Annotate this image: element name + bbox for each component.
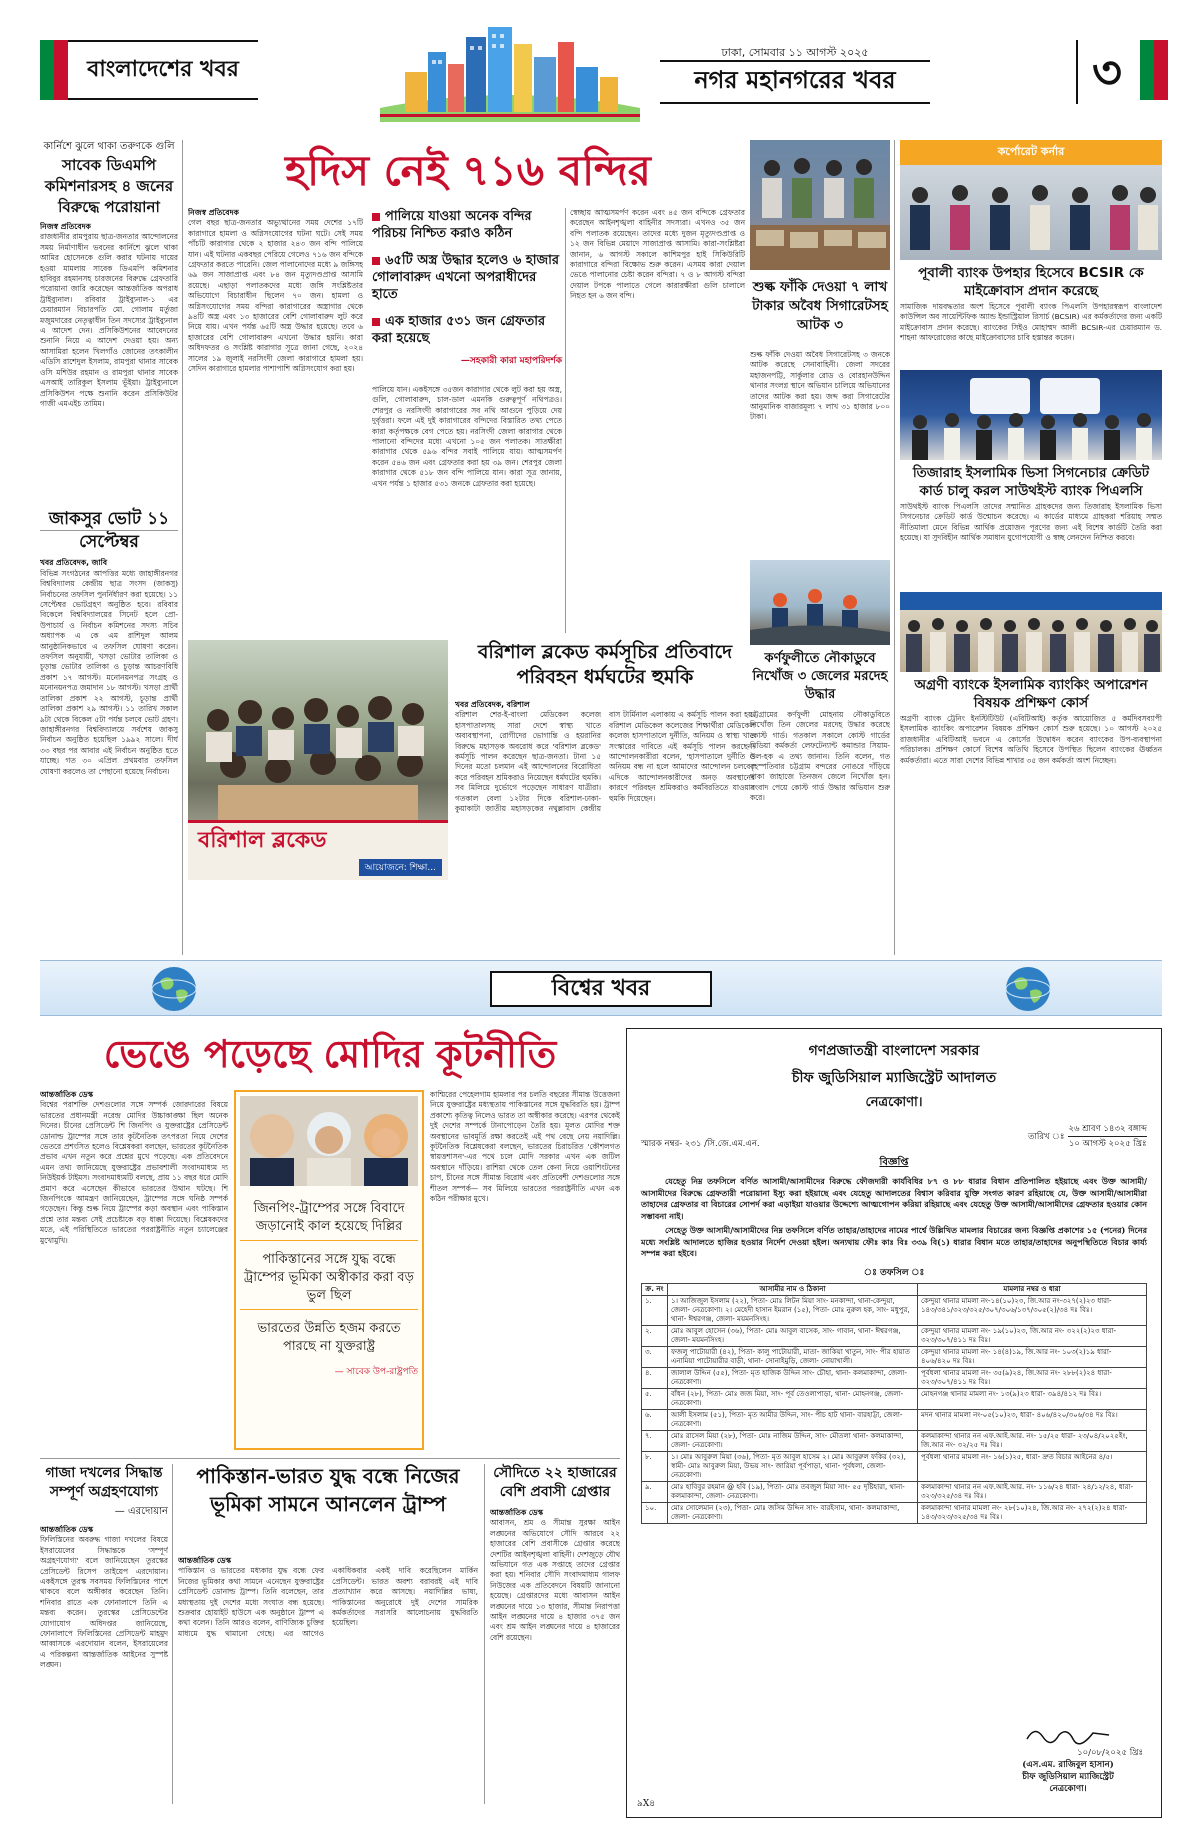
pak-india-headline: পাকিস্তান-ভারত যুদ্ধ বন্ধে নিজের ভূমিকা সামনে আনলেন ট্রাম্প [196, 1464, 460, 1516]
cell-serial: ২. [642, 1325, 668, 1346]
southeast-body: সাউথইস্ট ব্যাংক পিএলসি তাদের সম্মানিত গ্রাহকদের জন্য তিজারাহ ইসলামিক ভিসা সিগনেচার ক্রেডিট কার্ড উন্মোচন করেছে। এ কার্ডের মাধ্যমে গ্রাহকরা শরিয়াহ সম্মত নীতিমালা মেনে বিভিন্ন আর্থিক প্রয়োজন পূরণের জন্য এই বিশেষ কার্ডটি তৈরি করা হয়েছে। যা সুদবিহীন আর্থিক সমাধান যুগোপযোগী ও স্বচ্ছ লেনদেন নিশ্চিত করবে। [900, 502, 1162, 543]
table-row [642, 1430, 1147, 1451]
col-accused: আসামীর নাম ও ঠিকানা [668, 1283, 918, 1295]
notice-date-block [1028, 1122, 1147, 1151]
world-lead-byline: আন্তর্জাতিক ডেস্ক [40, 1090, 94, 1099]
card-launch-illustration [900, 370, 1162, 460]
bullet-square-icon [372, 318, 380, 326]
cell-case: পূর্বধলা থানার মামলা নং- ৩৫(৯)২৪, জি.আর নং- ২৮৮(২)২৪ ধারা- ৩২৩/৩০৭/৪১১ দঃ বিঃ। [918, 1367, 1147, 1388]
column-rule [565, 208, 566, 633]
gaza-story [40, 1464, 168, 1785]
cell-accused: মোঃ সোলেমান (২৩), পিতা- মোঃ জসিম উদ্দিন সাং- বারইসাম, থানা- কলমাকান্দা, জেলা- নেত্রকোণা। [668, 1502, 918, 1523]
lead-col-2 [372, 385, 562, 635]
notice-para-2: সেহেতু উক্ত আসামী/আসামীদের নিম্ন তফসিলে বর্ণিত তাহার/তাহাদের নামের পার্শ্বে উল্লিখিত মামলার বিচারের জন্য বিজ্ঞপ্তি প্রকাশের ১৫ (পনের) দিনের মধ্যে সংশ্লিষ্ট আদালতে হাজির হওয়ার নির্দেশ দেওয়া হইল। অন্যথায় ফৌঃ কাঃ বিঃ ৩৩৯ বি(১) ধারার বিধান মতে তাহার/তাহাদের অনুপস্থিতিতে বিচার কার্য্য সম্পন্ন করা হইবে। [641, 1225, 1147, 1258]
notice-footer-code: ৯X৪ [637, 1799, 656, 1809]
table-row [642, 1481, 1147, 1502]
notice-date-label: তারিখ ঃ [1028, 1131, 1065, 1142]
world-lead-col-2 [430, 1090, 620, 1450]
notice-date-bn: ২৬ শ্রাবণ ১৪৩২ বঙ্গাব্দ [1068, 1122, 1147, 1137]
page-number-box [1076, 40, 1136, 104]
cell-accused: মোঃ আবুল হোসেন (৩৬), পিতা- মোঃ আবুল বাসেক, সাং- গাবান, থানা- ঈশ্বরগঞ্জ, জেলা- ময়মনসিংহ। [668, 1325, 918, 1346]
col-case: মামলার নম্বর ও ধারা [918, 1283, 1147, 1295]
flag-bar-right-red [1154, 40, 1168, 100]
section-label-right [660, 60, 930, 104]
story-kicker: কার্নিশে ঝুলে থাকা তরুণকে গুলি [43, 141, 175, 152]
world-lead-body-2: কাশ্মিরের পেহেলগাম হামলার পর চলতি বছরের সীমান্ত উত্তেজনা নিয়ে যুক্তরাষ্ট্রের মধ্যস্থতায় পাকিস্তানের সঙ্গে যুদ্ধবিরতি হয়। ট্রাম্প প্রকাশ্যে কৃতিত্ব নিলেও ভারত তা অস্বীকার করেছে। এরপর থেকেই দুই দেশের সম্পর্কে টানাপোড়েন তৈরি হয়। মূলত মোদির শক্ত অবস্থানের ভাবমূর্তি রক্ষা করতেই এই পথ বেছে নেয় নয়াদিল্লি। কূটনৈতিক বিশ্লেষকেরা বলছেন, ভারতের চিরাচরিত 'কৌশলগত স্বায়ত্তশাসন'-এর পথে চলে মোদি সরকার এখন এক জটিল অবস্থানে দাঁড়িয়ে। রাশিয়া থেকে তেল কেনা নিয়ে ওয়াশিংটনের চাপ, চীনের সঙ্গে সীমান্ত বিরোধ এবং প্রতিবেশী দেশগুলোর সঙ্গে শীতল সম্পর্ক— সব মিলিয়ে ভারতের পররাষ্ট্রনীতি এখন এক কঠিন পরীক্ষার মুখে। [430, 1090, 620, 1204]
southeast-headline: তিজারাহ ইসলামিক ভিসা সিগনেচার ক্রেডিট কার্ড চালু করল সাউথইস্ট ব্যাংক পিএলসি [912, 465, 1150, 499]
pubali-headline: পূবালী ব্যাংক উপহার হিসেবে BCSIR কে মাইক্রোবাস প্রদান করেছে [918, 265, 1144, 299]
divider [40, 530, 178, 531]
notice-date-en: ১০ আগস্ট ২০২৫ খ্রিঃ [1068, 1139, 1147, 1149]
gaza-byline: আন্তর্জাতিক ডেস্ক [40, 1525, 94, 1534]
column-rule [172, 1464, 173, 1804]
left-column [40, 140, 178, 955]
mid-column [570, 208, 745, 398]
saudi-story [490, 1464, 620, 1783]
cell-accused: বাঁধন (২৮), পিতা- মোঃ জজ মিয়া, সাং- পূর্ব তেওলাপাড়া, থানা- মোহনগঞ্জ, জেলা- নেত্রকোণা। [668, 1388, 918, 1409]
world-news-banner [40, 960, 1162, 1016]
section-title-right: নগর মহানগরের খবর [694, 65, 896, 94]
signature-date: ১০/০৮/২০২৫ খ্রিঃ [1077, 1748, 1143, 1758]
globe-icon [1004, 965, 1052, 1013]
table-row [642, 1502, 1147, 1523]
table-header-row [642, 1283, 1147, 1295]
corporate-corner [900, 140, 1162, 955]
notice-para-1: যেহেতু নিম্ন তফসিলে বর্ণিত আসামী/আসামীদের বিরুদ্ধে ফৌজদারী কার্যবিধির ৮৭ ও ৮৮ ধারার বিধান প্রতিপালিত হইয়াছে এবং উক্ত আসামী/আসামীদের বিরুদ্ধে গ্রেফতারী পরোয়ানা ইস্যু করা হইয়াছে এবং যেহেতু আদালতের বিশ্বাস করিবার যুক্তি সংগত কারণ রহিয়াছে যে, উক্ত আসামী/আসামীরা তাহাদের গ্রেফতার বা বিচারের সোপর্দ করা এড়াইয়া যাওয়ার উদ্দেশ্যে আত্মগোপন করিয়া রহিয়াছে এবং যেহেতু উক্ত আসামী/আসামীদের গ্রেফতার হওয়ার কোন সম্ভাবনা নাই। [641, 1176, 1147, 1221]
lead-headline: হদিস নেই ৭১৬ বন্দির [285, 146, 651, 195]
notice-title-2: চীফ জুডিসিয়াল ম্যাজিস্ট্রেট আদালত [791, 1070, 997, 1086]
leaders-quote-box [234, 1090, 424, 1450]
boat-body: চট্টগ্রামের কর্ণফুলী মোহনায় নৌকাডুবিতে নিখোঁজ তিন জেলের মরদেহ উদ্ধার করেছে কোস্ট গার্ড। গতকাল সকালে কোস্ট গার্ডের মিডিয়া কর্মকর্তা লেফটেন্যান্ট কমান্ডার সিয়াম-উল-হক এ তথ্য জানান। তিনি বলেন, গত বৃহস্পতিবার চট্টগ্রাম বন্দরের নোঙরে দাঁড়িয়ে থাকা জাহাজে তিনজন জেলে নিখোঁজ হন। সংবাদ পেয়ে কোস্ট গার্ড উদ্ধার অভিযান শুরু করে। [750, 710, 890, 803]
cell-accused: মোঃ রাসেল মিয়া (২৮), পিতা- মোঃ নাজিম উদ্দিন, সাং- মৌতলা থানা- কলমাকান্দা, জেলা- নেত্রকোণা। [668, 1430, 918, 1451]
notice-title-3: নেত্রকোণা। [865, 1095, 923, 1110]
boat-story [750, 710, 890, 880]
cell-accused: জালাল উদ্দিন (৫৫), পিতা- মৃত হাজিক উদ্দিন সাং- চৌহা, থানা- কলমাকান্দা, জেলা- নেত্রকোণা। [668, 1367, 918, 1388]
cell-case: কেন্দুয়া থানার মামলা নং- ১৪(৪)১৯, জি.আর নং- ১০৩(২)১৯ ধারা- ৪০৬/৪২০ দঃ বিঃ। [918, 1346, 1147, 1367]
protest-photo [188, 640, 448, 880]
signature-place: নেত্রকোণা। [1049, 1784, 1087, 1794]
table-row [642, 1325, 1147, 1346]
accused-table [641, 1283, 1147, 1524]
cigarette-seizure-photo [750, 140, 890, 270]
corporate-corner-label: কর্পোরেট কর্নার [900, 140, 1162, 165]
story-headline-jucsu: জাকসুর ভোট ১১ সেপ্টেম্বর [48, 509, 170, 553]
pak-india-story [178, 1556, 478, 1806]
cell-accused: ফজলু পাটোয়ারী (৪২), পিতা- কালু পাটোয়ারী, মাতা- জাকিয়া খাতুন, সাং- পীর হায়াত এনামিয়া পাটোয়ারীর বাড়ী, থানা- সোনাইমুড়ি, জেলা- নোয়াখালী। [668, 1346, 918, 1367]
section-label-left [68, 40, 258, 100]
quote-source: — সাবেক উপ-রাষ্ট্রপতি [334, 1367, 418, 1377]
cell-case: মদন থানার মামলা নং-০৫(১০)২৩, ধারা- ৪০৬/৪২০/৩০৬/৩৪ দঃ বিঃ। [918, 1409, 1147, 1430]
cell-case: কলমাকান্দা থানার মামলা নং- ২৮(১০)২৪, জি.আর নং- ২৭২(২)২৪ ধারা- ১৪৩/৩২৩/৩২৫/৩৪ দঃ বিঃ। [918, 1502, 1147, 1523]
cell-serial: ৮. [642, 1451, 668, 1481]
notice-title-1: গণপ্রজাতন্ত্রী বাংলাদেশ সরকার [808, 1043, 980, 1059]
notice-subject: বিজ্ঞপ্তি [879, 1157, 909, 1168]
highlight-text: পালিয়ে যাওয়া অনেক বন্দির পরিচয় নিশ্চিত করাও কঠিন [372, 209, 532, 241]
flag-bar-right-green [1140, 40, 1154, 100]
cell-accused: আলী ইসলাম (৫১), পিতা- মৃত আমীর উদ্দিন, সাং- পীচ হাট থানা- বারহাট্টা, জেলা- নেত্রকোণা। [668, 1409, 918, 1430]
notice-memo: স্মারক নম্বর- ২৩১ /সি.জে.এম.এন. [641, 1139, 760, 1149]
cell-case: কেন্দুয়া থানার মামলা নং-১৪(১০)২৩, জি.আর নং-৩২৭(২)২৩ ধারা- ১৪৩/৩৪১/৩২৩/৩২৫/৩০৭/৩০৬/১৩৭/৩০৫(২)/৩৪ দঃ বিঃ। [918, 1295, 1147, 1325]
globe-icon [150, 965, 198, 1013]
table-row [642, 1388, 1147, 1409]
cell-case: মোহনগঞ্জ থানার মামলা নং- ১৩(৯)২৩ ধারা- ৩৯৪/৪১২ দঃ বিঃ। [918, 1388, 1147, 1409]
dateline: ঢাকা, সোমবার ১১ আগস্ট ২০২৫ [721, 46, 869, 59]
gaza-body: ফিলিস্তিনের অবরুদ্ধ গাজা দখলের বিষয়ে ইসরায়েলের সিদ্ধান্তকে 'সম্পূর্ণ অগ্রহণযোগ্য' বলে জানিয়েছেন তুরস্কের প্রেসিডেন্ট রিসেপ তাইয়েপ এরদোয়ান। একইসঙ্গে তুরস্ক সবসময় ফিলিস্তিনের পাশে থাকবে বলে অঙ্গীকার করেছেন তিনি। শনিবার রাতে এক ফোনালাপে তিনি এ মন্তব্য করেন। তুরস্কের প্রেসিডেন্টের যোগাযোগ অধিদপ্তর জানিয়েছে, ফোনালাপে ফিলিস্তিনের প্রেসিডেন্ট মাহমুদ আব্বাসকে এরদোয়ান বলেন, ইসরায়েলের এ পরিকল্পনা আন্তর্জাতিক আইনের সুস্পষ্ট লঙ্ঘন। [40, 1535, 168, 1670]
gaza-attribution: — এরদোয়ান [114, 1506, 168, 1517]
leaders-portraits [240, 1096, 418, 1186]
lead-highlights [372, 208, 562, 368]
pubali-handover-photo [900, 165, 1162, 260]
cell-accused: ১। মোঃ আবুরুল মিয়া (৩৬), পিতা- মৃত আবুল হাসেম ২। মোঃ আবুরুল ফকির (৩২), স্বামী- মোঃ আবুরুল মিয়া, উভয় সাং- জারিয়া পূর্বপাড়া, থানা- পূর্বধলা, জেলা- নেত্রকোণা। [668, 1451, 918, 1481]
boat-headline: কর্ণফুলীতে নৌকাডুবে নিখোঁজ ৩ জেলের মরদেহ উদ্ধার [752, 651, 888, 702]
divider [40, 1458, 620, 1459]
column-rule [894, 140, 895, 955]
table-row [642, 1367, 1147, 1388]
cigarette-headline: শুল্ক ফাঁকি দেওয়া ৭ লাখ টাকার অবৈধ সিগারেটসহ আটক ৩ [752, 279, 888, 333]
mid-column-2 [750, 350, 890, 550]
lead-body-1: গেল বছর ছাত্র-জনতার অভ্যুত্থানের সময় দেশের ১৭টি কারাগারে হামলা ও অগ্নিসংযোগের ঘটনা ঘটে। সেই সময় পাঁচটি কারাগার থেকে ২ হাজার ২৪৩ জন বন্দি পালিয়ে যান। এই ঘটনার একবছর পেরিয়ে গেলেও ৭১৬ জন বন্দিকে গ্রেফতার করতে পারেনি। জেল পালানোদের মধ্যে ৯ জঙ্গিসহ ৬৯ জন সাজাপ্রাপ্ত এবং ৮৪ জন মৃত্যুদণ্ডপ্রাপ্ত আসামি রয়েছে। এছাড়া পলাতকদের মধ্যে জঙ্গি সংশ্লিষ্টতার অভিযোগে বিচারাধীন ছিলেন ৭০ জন। হামলা ও অগ্নিসংযোগের সময় বন্দিরা কারাগারের অস্ত্রাগার থেকে ৯৪টি অস্ত্র এবং ১৩ হাজারের বেশি গোলাবারুদ লুট করে নিয়ে যায়। এখন পর্যন্ত ৬৫টি অস্ত্র উদ্ধার হয়েছে। তবে ৬ হাজারের বেশি গোলাবারুদ এখনো উদ্ধার হয়নি। কারা অধিদফতর ও সংশ্লিষ্ট কারাগার সূত্রে জানা গেছে, ২০২৪ সালের ১৯ জুলাই নরসিংদী জেলা কারাগারে হামলা হয়। সেদিন কারাগারে হামলার পাশাপাশি অগ্নিসংযোগ করা হয়। [188, 218, 363, 374]
highlight-2 [372, 252, 562, 303]
mid-body-top: স্বেচ্ছায় আত্মসমর্পণ করেন এবং ৪৫ জন বন্দিকে গ্রেফতার করেছেন আইনশৃঙ্খলা বাহিনীর সদস্যরা। এখনও ৩৫ জন বন্দি পলাতক রয়েছেন। তাদের মধ্যে দুজন মৃত্যুদণ্ডপ্রাপ্ত ও ১২ জন বিভিন্ন মেয়াদে সাজাপ্রাপ্ত আসামি। কারা-সংশ্লিষ্টরা জানান, ৬ আগস্ট সকালে কাশিমপুর হাই সিকিউরিটি কারাগারে বন্দিরা বিক্ষোভ শুরু করেন। এসময় কারা দেয়াল ভেঙে পালানোর চেষ্টা করেন বন্দিরা। ৭ ও ৮ আগস্ট বন্দিরা দেয়াল টপকে পালাতে গেলে কারারক্ষীরা গুলি চালালে নিহত হন ৬ জন বন্দি। [570, 208, 745, 301]
group-photo-illustration [900, 165, 1162, 260]
barishal-body: বরিশাল শের-ই-বাংলা মেডিকেল কলেজ হাসপাতালসহ সারা দেশে স্বাস্থ্য খাতে অব্যবস্থাপনা, রোগীদের ভোগান্তি ও হয়রানির বিরুদ্ধে মহাসড়ক অবরোধ করে 'বরিশাল ব্লকেড' কর্মসূচি পালন করেছেন ছাত্র-জনতা। টানা ১৫ দিনের মতো চলমান এই আন্দোলনের বিরোধিতা করে পরিবহন শ্রমিকরাও নিয়েছেন ধর্মঘটের হুমকি। সব মিলিয়ে দুর্ভোগে পড়েছেন সাধারণ যাত্রীরা। গতকাল বেলা ১২টার দিকে বরিশাল-ঢাকা-কুয়াকাটা জাতীয় মহাসড়কের নথুল্লাবাদ কেন্দ্রীয় বাস টার্মিনাল এলাকায় এ কর্মসূচি পালন করা হয়। বরিশাল মেডিকেল কলেজের শিক্ষার্থীরা মেডিকেল কলেজ হাসপাতালে দুর্নীতি, অনিয়ম ও স্বাস্থ্য খাত সংস্কারের দাবিতে এই কর্মসূচি পালন করছেন। আন্দোলনকারীরা বলেন, 'হাসপাতালে দুর্নীতি ও অনিয়ম বন্ধ না হলে আমাদের আন্দোলন চলবে।' এদিকে আন্দোলনকারীদের অনড় অবস্থানের কারণে পরিবহন শ্রমিকরাও কর্মবিরতিতে যাওয়ার হুমকি দিয়েছেন। [455, 710, 755, 814]
flag-bar-left-red [54, 40, 68, 100]
saudi-body: আবাসন, শ্রম ও সীমান্ত সুরক্ষা আইন লঙ্ঘনের অভিযোগে সৌদি আরবে ২২ হাজারের বেশি প্রবাসীকে গ্রেপ্তার করেছে দেশটির আইনশৃঙ্খলা বাহিনী। দেশজুড়ে যৌথ অভিযানে গত এক সপ্তাহে তাদের গ্রেপ্তার করা হয়। শনিবার সৌদি সংবাদমাধ্যম গালফ নিউজের এক প্রতিবেদনে বিষয়টি জানানো হয়েছে। গ্রেপ্তারদের মধ্যে আবাসন আইন লঙ্ঘনের দায়ে ১৩ হাজার, সীমান্ত নিরাপত্তা আইন লঙ্ঘনের দায়ে ৪ হাজার ৩৭৫ জন এবং শ্রম আইন লঙ্ঘনের দায়ে ৪ হাজারের বেশি রয়েছেন। [490, 1518, 620, 1642]
boat-illustration [750, 560, 890, 645]
cell-serial: ১০. [642, 1502, 668, 1523]
cell-serial: ৬. [642, 1409, 668, 1430]
world-banner-title: বিশ্বের খবর [551, 974, 651, 1001]
barishal-byline: খবর প্রতিবেদক, বরিশাল [455, 700, 530, 709]
story-byline: নিজস্ব প্রতিবেদক [40, 222, 91, 231]
page-number: ৩ [1092, 45, 1122, 99]
table-row [642, 1295, 1147, 1325]
cell-case: কলমাকান্দা থানার নন এফ.আই.আর. নং- ১১৬/২৪ ধারা- ২৪/১২/২৪, ধারা- ৩২৩/৩২৫/৩৪ দঃ বিঃ। [918, 1481, 1147, 1502]
story-body-jucsu: বিভিন্ন সংগঠনের আপত্তির মধ্যে জাহাঙ্গীরনগর বিশ্ববিদ্যালয় কেন্দ্রীয় ছাত্র সংসদ (জাকসু) নির্বাচনের তফসিল পুনর্নির্ধারণ করা হয়েছে। ১১ সেপ্টেম্বর ভোটগ্রহণ অনুষ্ঠিত হবে। রবিবার বিকেলে বিশ্ববিদ্যালয়ের সিনেট হলে প্রো-উপাচার্য ও নির্বাচন কমিশনের সদস্য সচিব অধ্যাপক এ কে এম রাশিদুল আলম আনুষ্ঠানিকভাবে এ তফসিল ঘোষণা করেন। তফসিল অনুযায়ী, খসড়া ভোটার তালিকা ও চূড়ান্ত ভোটার তালিকা ও চূড়ান্ত আচরণবিধি প্রকাশ ১৭ আগস্ট। মনোনয়নপত্র সংগ্রহ ও মনোনয়নপত্র জমাদান ১৮ আগস্ট। খসড়া প্রার্থী তালিকা প্রকাশ ২২ আগস্ট, চূড়ান্ত প্রার্থী তালিকা প্রকাশ ২৯ আগস্ট। ১১ তারিখ সকাল ৯টা থেকে বিকেল ৫টা পর্যন্ত চলবে ভোট গ্রহণ। জাহাঙ্গীরনগর বিশ্ববিদ্যালয়ে সর্বশেষ জাকসু নির্বাচন অনুষ্ঠিত হয়েছিল ১৯৯২ সালে। দীর্ঘ ৩৩ বছর পর আবার এই নির্বাচন অনুষ্ঠিত হতে যাচ্ছে। গত ৩০ এপ্রিল প্রথমবার তফসিল ঘোষণা করলেও তা পেছানো হয়েছে নির্বাচন। [40, 568, 178, 776]
cell-serial: ৯. [642, 1481, 668, 1502]
saudi-headline: সৌদিতে ২২ হাজারের বেশি প্রবাসী গ্রেপ্তার [493, 1465, 617, 1500]
court-notice [626, 1028, 1162, 1818]
southeast-launch-photo [900, 370, 1162, 460]
table-row [642, 1346, 1147, 1367]
signature-scribble [1023, 1723, 1113, 1747]
notice-meta-row [641, 1122, 1147, 1151]
table-row [642, 1409, 1147, 1430]
pubali-body: সামাজিক দায়বদ্ধতার অংশ হিসেবে পূবালী ব্যাংক পিএলসি উপহারস্বরূপ বাংলাদেশ কাউন্সিল অব সায়েন্টিফিক অ্যান্ড ইন্ডাস্ট্রিয়াল রিসার্চ (BCSIR) এর কর্মকর্তাদের জন্য একটি মাইক্রোবাস প্রদান করেছে। ব্যাংকের সিইও মোহাম্মদ আলী BCSIR-এর চেয়ারম্যান ড. শাহনা আফরোজের কাছে মাইক্রোবাসের চাবি হস্তান্তর করেন। [900, 302, 1162, 343]
world-lead-body: বিশ্বের পরাশক্তি দেশগুলোর সঙ্গে সম্পর্ক জোরদারের বিষয়ে ভারতের প্রধানমন্ত্রী নরেন্দ্র মোদির উচ্চাকাঙ্ক্ষা ছিল অনেক দিনের। চীনের প্রেসিডেন্ট শি জিনপিং ও যুক্তরাষ্ট্রের প্রেসিডেন্ট ডোনাল্ড ট্রাম্পের সঙ্গে তার কূটনৈতিক তৎপরতা নিয়ে দেশের ভেতরে প্রশংসিত হলেও বিশ্লেষকরা বলছেন, ভারতের কূটনৈতিক প্রভাব এখন নতুন করে প্রশ্নের মুখে পড়েছে। এক প্রতিবেদনে এমন তথ্য জানিয়েছে যুক্তরাষ্ট্রের প্রভাবশালী সংবাদমাধ্যম দ্য নিউইয়র্ক টাইমস। সংবাদমাধ্যমটি বলছে, প্রায় ১১ বছর ধরে মোদি প্রমাণ করে এসেছেন কীভাবে ভারতের উত্থান ঘটছে। শি জিনপিংকে আমন্ত্রণ জানিয়েছেন, ট্রাম্পের সঙ্গে ঘনিষ্ঠ সম্পর্ক গড়েছেন। কিন্তু শুল্ক নিয়ে ট্রাম্পের কড়া অবস্থান এবং পাকিস্তান প্রশ্নে তার মন্তব্য সেই প্রচেষ্টাকে বড় ধাক্কা দিয়েছে। বিশ্লেষকদের মতে, এই পরিস্থিতিতে ভারতের পররাষ্ট্রনীতি নতুন চ্যালেঞ্জের মুখোমুখি। [40, 1100, 228, 1245]
column-rule [484, 1464, 485, 1804]
story-headline: সাবেক ডিএমপি কমিশনারসহ ৪ জনের বিরুদ্ধে পরোয়ানা [44, 156, 174, 216]
cell-serial: ৪. [642, 1367, 668, 1388]
cell-accused: ১। আজিজুল ইসলাম (২২), পিতা- মোঃ লিটন মিয়া সাং- মনকান্দা, থানা-কেন্দুয়া, জেলা- নেত্রকোণা। ২। মেহেদী হাসান ইমরান (১৫), পিতা- মোঃ নুরুল হক, সাং- মধুপুর, থানা- ঈশ্বরগঞ্জ, জেলা- ময়মনসিংহ। [668, 1295, 918, 1325]
signature-name: (এস.এম. রাজিবুল হাসান) [1022, 1760, 1114, 1770]
signature-title: চীফ জুডিসিয়াল ম্যাজিস্ট্রেট [1022, 1772, 1114, 1782]
highlight-3 [372, 313, 562, 347]
cell-case: কলমাকান্দা থানার নন এফ.আই.আর. নং- ১৫/২৫ ধারা- ২৩/০৪/২০২৫ইং, জি.আর নং- ৩২/২৫ দঃ বিঃ। [918, 1430, 1147, 1451]
cell-case: পূর্বধলা থানার মামলা নং- ১৬(১)২৫, ধারা- দ্রুত বিচার আইনের ৪/৫। [918, 1451, 1147, 1481]
bullet-square-icon [372, 257, 380, 265]
highlight-source: —সহকারী কারা মহাপরিদর্শক [460, 356, 562, 366]
notice-schedule-label: ঃ তফসিল ঃ [863, 1267, 925, 1278]
table-row [642, 1451, 1147, 1481]
quote-2: পাকিস্তানের সঙ্গে যুদ্ধ বন্ধে ট্রাম্পের ভূমিকা অস্বীকার করা বড় ভুল ছিল [240, 1247, 418, 1310]
agrani-body: অগ্রণী ব্যাংক ট্রেনিং ইনস্টিটিউট (এবিটিআই) কর্তৃক আয়োজিত ৫ কর্মদিবসব্যাপী ইসলামিক ব্যাংকিং অপারেশন বিষয়ক প্রশিক্ষণ কোর্স শুরু হয়েছে। ১০ আগস্ট ২০২৫ রাজধানীর এবিটিআই ভবনে এ কোর্সের উদ্বোধন করেন ব্যাংকের উপ-ব্যবস্থাপনা পরিচালক। প্রশিক্ষণ কোর্সে বিশেষ অতিথি হিসেবে উপস্থিত ছিলেন ব্যাংকের ঊর্ধ্বতন কর্মকর্তারা। এতে সারা দেশের বিভিন্ন শাখার ৩৫ জন কর্মকর্তা অংশ নিচ্ছেন। [900, 714, 1162, 765]
protest-sign-text: বরিশাল ব্লকেড [198, 827, 327, 853]
pak-india-byline: আন্তর্জাতিক ডেস্ক [178, 1556, 232, 1565]
masthead [0, 0, 1200, 130]
bullet-square-icon [372, 213, 380, 221]
notice-date-stack [1068, 1122, 1147, 1151]
world-banner-title-box [490, 971, 712, 1007]
highlight-text: ৬৫টি অস্ত্র উদ্ধার হলেও ৬ হাজার গোলাবারুদ এখনো অপরাধীদের হাতে [372, 253, 560, 302]
story-byline-jucsu: খবর প্রতিবেদক, জাবি [40, 558, 108, 568]
agrani-headline: অগ্রণী ব্যাংকে ইসলামিক ব্যাংকিং অপারেশন বিষয়ক প্রশিক্ষণ কোর্স [914, 677, 1148, 711]
cell-serial: ৫. [642, 1388, 668, 1409]
fishermen-photo [750, 560, 890, 645]
quote-1: জিনপিং-ট্রাম্পের সঙ্গে বিবাদে জড়ানোই কাল হয়েছে দিল্লির [240, 1196, 418, 1241]
lead-body-2: পালিয়ে যান। একইসঙ্গে ৩৫জন কারাগার থেকে লুট করা হয় অস্ত্র, গুলি, গোলাবারুদ, চাল-ডাল এমনকি গুরুত্বপূর্ণ নথিপত্রও। শেরপুর ও নরসিংদী কারাগারের সব নথি আগুনে পুড়িয়ে দেয় দুর্বৃত্তরা। ফলে এই দুই কারাগারের বন্দিদের বিস্তারিত তথ্য পেতে কারা কর্তৃপক্ষকে বেগ পেতে হয়। নরসিংদী জেলা কারাগার থেকে পালানো বন্দিদের মধ্যে এখনো ১০৫ জন পলাতক। সাতক্ষীরা কারাগার থেকে ৫৯৬ বন্দির সবাই পালিয়ে যায়। আত্মসমর্পণ করেন ৫৪৬ জন এবং গ্রেফতার করা হয় ৩৯ জন। শেরপুর জেলা কারাগার থেকে ৫১৮ জন বন্দি পালিয়ে যান। কারা সূত্র জানায়, এখন পর্যন্ত ১ হাজার ৫৩১ জনকে গ্রেফতার করা হয়েছে। [372, 385, 562, 488]
barishal-story [455, 700, 755, 885]
saudi-byline: আন্তর্জাতিক ডেস্ক [490, 1508, 544, 1517]
gaza-headline: গাজা দখলের সিদ্ধান্ত সম্পূর্ণ অগ্রহণযোগ্য [45, 1465, 163, 1500]
mid-body-bottom: শুল্ক ফাঁকি দেওয়া অবৈধ সিগারেটসহ ৩ জনকে আটক করেছে সেনাবাহিনী। জেলা সদরের মহাজনপট্টি, সার্কুলার রোড ও বোরহানউদ্দিন থানার সংলগ্ন স্থানে অভিযান চালিয়ে অভিযানের তাদের আটক করা হয়। জব্দ করা সিগারেটের আনুমানিক বাজারমূল্য ৭ লাখ ৩১ হাজার ৮০০ টাকা। [750, 350, 890, 422]
col-serial: ক্র. নং [642, 1283, 668, 1295]
cell-case: কেন্দুয়া থানার মামলা নং- ১৯(১০)২৩, জি.আর নং- ৩২২(২)২৩ ধারা- ৩২৩/৩০৭/৪১১ দঃ বিঃ। [918, 1325, 1147, 1346]
world-lead-headline: ভেঙে পড়েছে মোদির কূটনীতি [103, 1031, 557, 1076]
barishal-headline: বরিশাল ব্লকেড কর্মসূচির প্রতিবাদে পরিবহন ধর্মঘটের হুমকি [477, 641, 733, 688]
quote-3: ভারতের উন্নতি হজম করতে পারছে না যুক্তরাষ্ট্র [257, 1321, 401, 1354]
protest-banner [188, 820, 448, 880]
city-skyline-illustration [380, 22, 640, 122]
cell-accused: মোঃ হাবিবুর রহমান @ হবি (১৯), পিতা- মোঃ তবজুল মিয়া সাং- ৫৫ দৃষ্টিহারা, থানা- কলমাকান্দা, জেলা- নেত্রকোণা। [668, 1481, 918, 1502]
section-title-left: বাংলাদেশের খবর [87, 55, 239, 82]
story-body: রাজধানীর রামপুরায় ছাত্র-জনতার আন্দোলনের সময় নির্মাণাধীন ভবনের কার্নিশে ঝুলে থাকা আমির হোসেনকে গুলি করার ঘটনায় দায়ের হওয়া মামলায় সাবেক ডিএমপি কমিশনার হাবিবুর রহমানসহ চারজনের বিরুদ্ধে গ্রেফতারি পরোয়ানা জারি করেছেন আন্তর্জাতিক অপরাধ ট্রাইব্যুনাল। রবিবার ট্রাইব্যুনাল-১ এর চেয়ারম্যান বিচারপতি মো. গোলাম মর্তুজা মজুমদারের নেতৃত্বাধীন তিন সদস্যের ট্রাইব্যুনাল এ আদেশ দেন। প্রসিকিউশনের আবেদনের শুনানি নিয়ে এ আদেশ দেওয়া হয়। অন্য আসামিরা হলেন খিলগাঁও জোনের তৎকালীন এডিসি রাশেদুল ইসলাম, রামপুরা থানার সাবেক ওসি মশিউর রহমান ও রামপুরা থানার সাবেক এসআই তারিকুল ইসলাম ভূঁইয়া। ট্রাইব্যুনালে প্রসিকিউশন পক্ষে শুনানি করেন প্রসিকিউটর গাজী এমএইচ তামিম। [40, 232, 178, 408]
world-lead-col-1 [40, 1090, 228, 1460]
lead-col-1 [188, 208, 363, 648]
column-rule [182, 140, 183, 955]
highlight-1 [372, 208, 562, 242]
notice-signature-block [993, 1723, 1143, 1795]
cell-serial: ৩. [642, 1346, 668, 1367]
cell-serial: ১. [642, 1295, 668, 1325]
cell-serial: ৭. [642, 1430, 668, 1451]
training-group-illustration [900, 592, 1162, 672]
protest-banner-text: আয়োজনে: শিক্ষা... [359, 859, 442, 876]
flag-bar-left-green [40, 40, 54, 100]
pak-india-body: পাকিস্তান ও ভারতের মধ্যকার যুদ্ধ বন্ধে ফের নিজের ভূমিকার কথা সামনে এনেছেন যুক্তরাষ্ট্রের প্রেসিডেন্ট ডোনাল্ড ট্রাম্প। তিনি বলেছেন, তার মধ্যস্থতায় দুই দেশের মধ্যে সংঘাত বন্ধ হয়েছে। শুক্রবার হোয়াইট হাউসে এক অনুষ্ঠানে ট্রাম্প এ কথা বলেন। তিনি আরও বলেন, বাণিজ্যিক চুক্তির মাধ্যমে যুদ্ধ থামানো গেছে। এর আগেও একাধিকবার একই দাবি করেছিলেন মার্কিন প্রেসিডেন্ট। ভারত অবশ্য বরাবরই এই দাবি প্রত্যাখ্যান করে আসছে। নয়াদিল্লির ভাষ্য, পাকিস্তানের অনুরোধে দুই দেশের সামরিক কর্মকর্তাদের সরাসরি আলোচনায় যুদ্ধবিরতি হয়েছিল। [178, 1566, 478, 1638]
highlight-text: এক হাজার ৫৩১ জন গ্রেফতার করা হয়েছে [372, 314, 546, 346]
agrani-training-photo [900, 592, 1162, 672]
seizure-illustration [750, 140, 890, 270]
lead-byline: নিজস্ব প্রতিবেদক [188, 208, 239, 217]
